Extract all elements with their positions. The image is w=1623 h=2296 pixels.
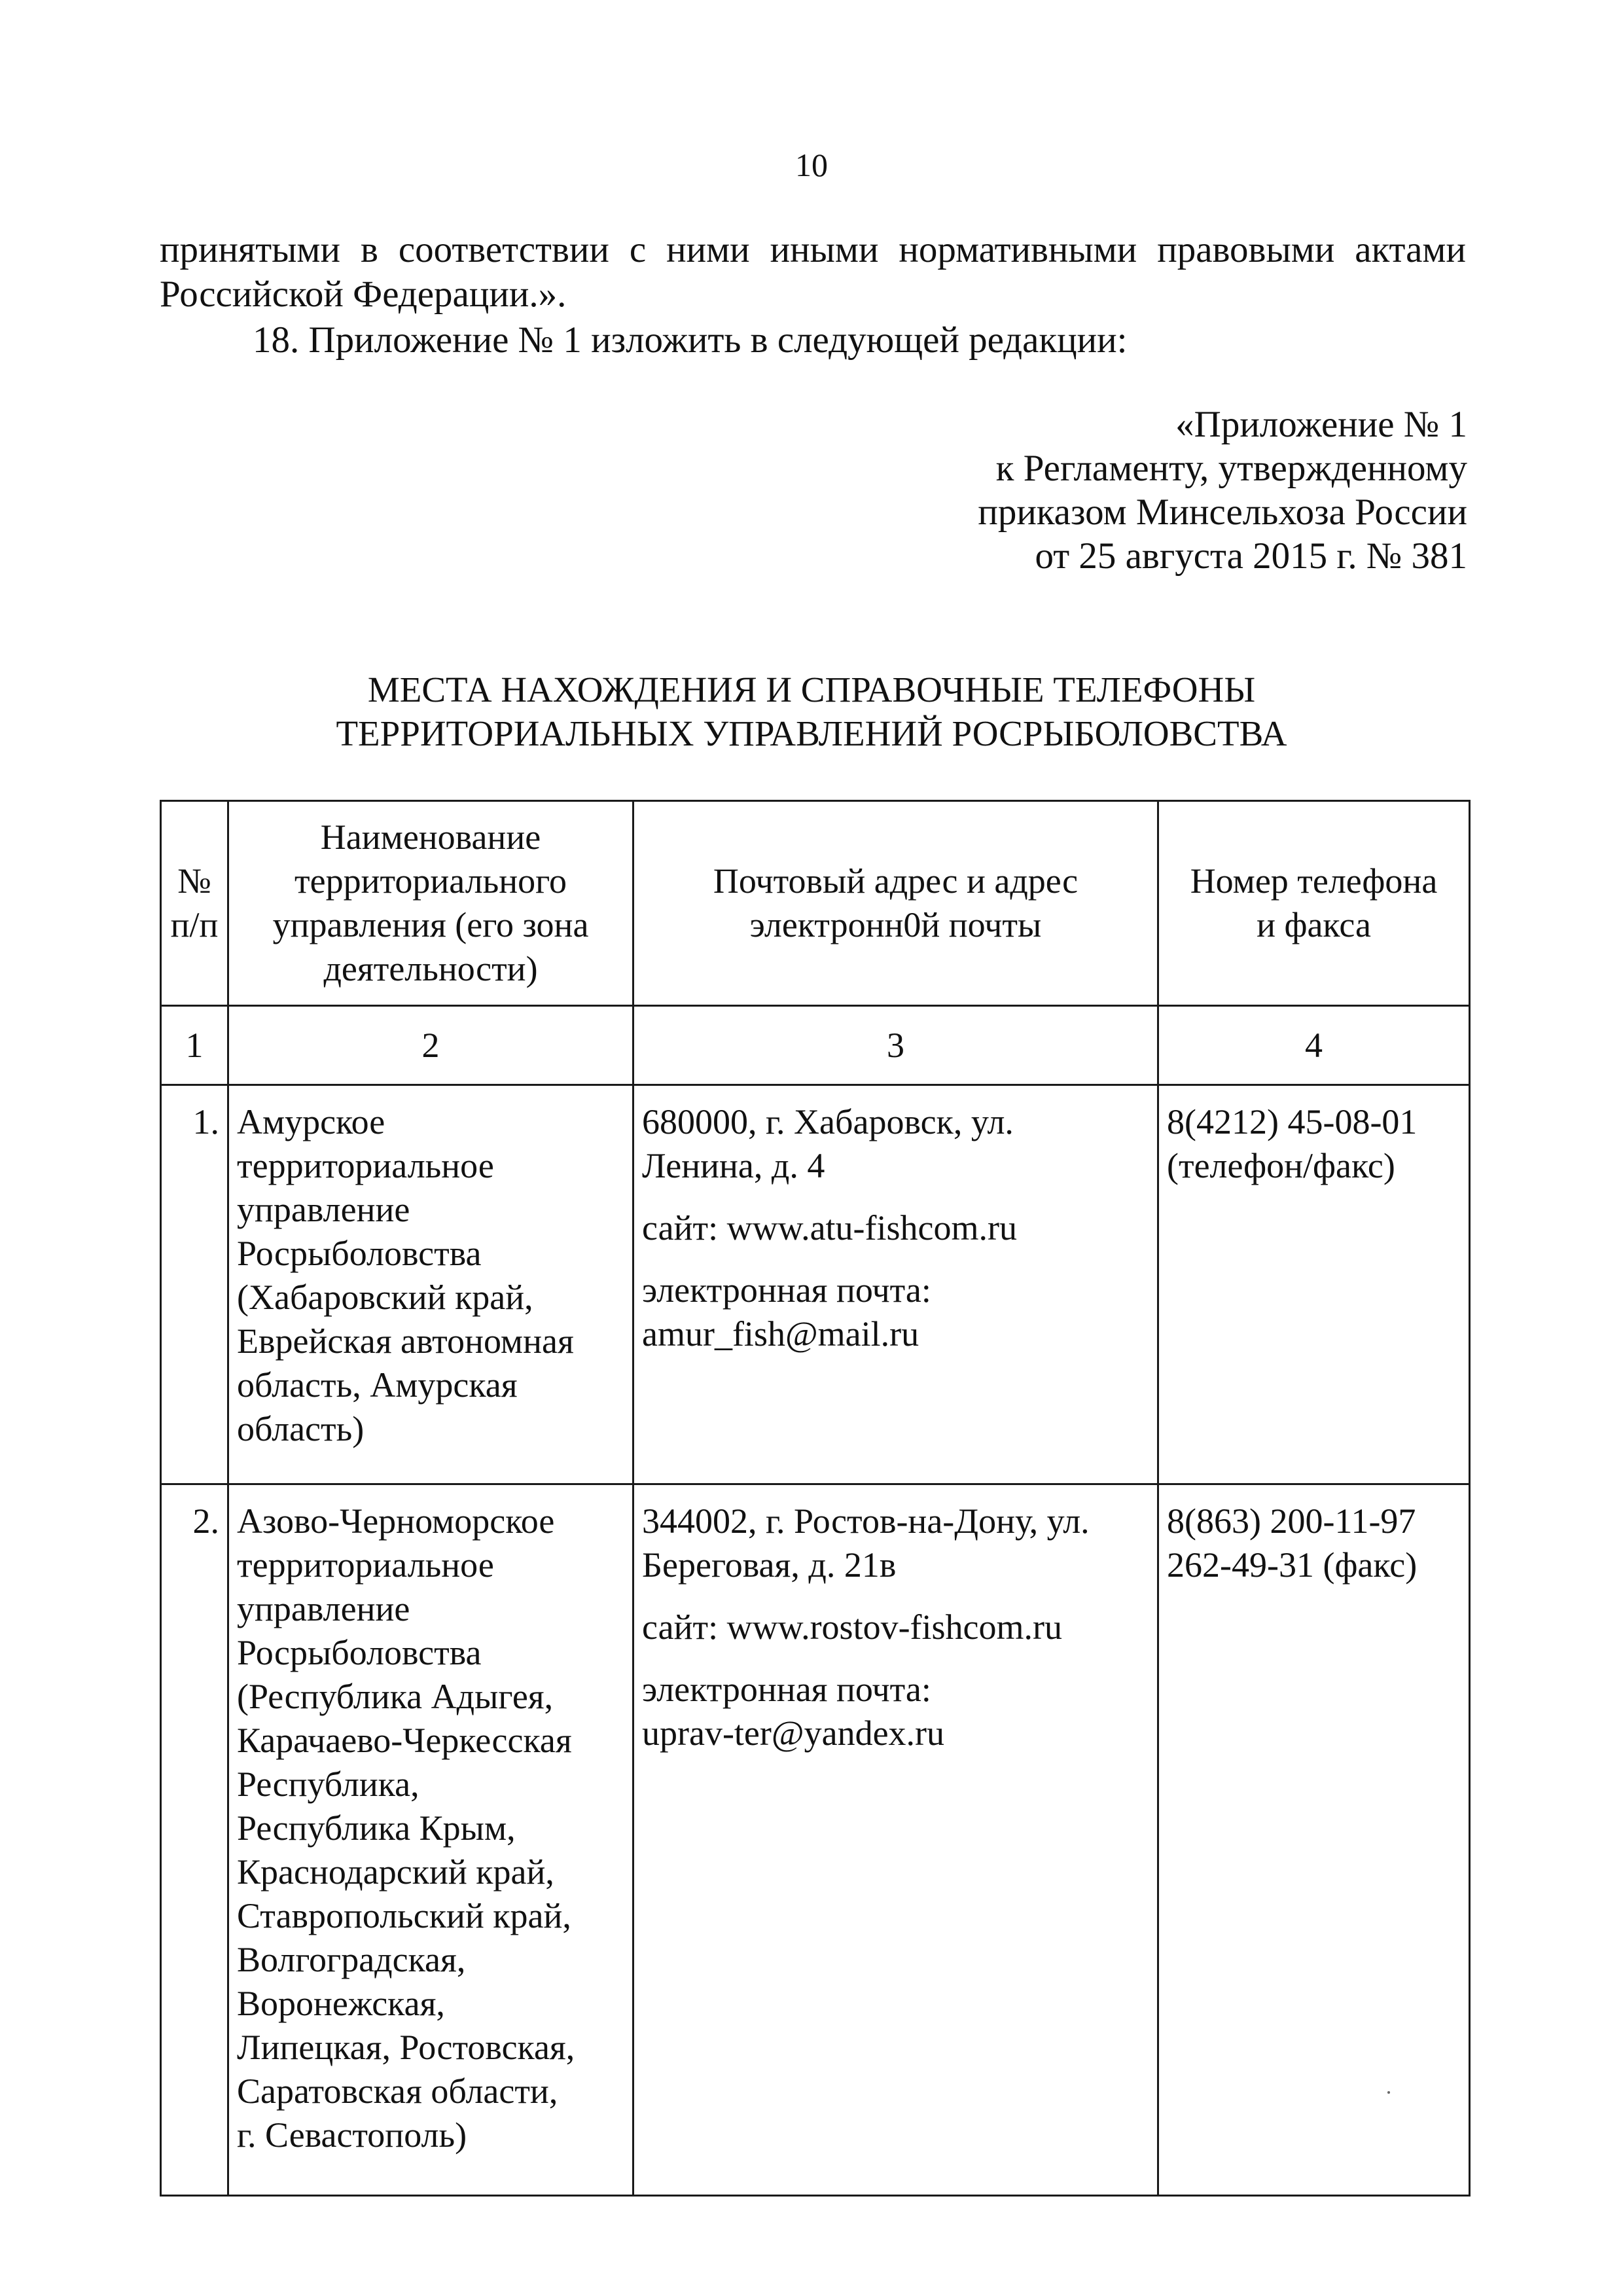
- column-numbers-row: [161, 1006, 1470, 1085]
- appendix-line-2: к Регламенту, утвержденному: [995, 448, 1467, 489]
- table-header-row: [161, 801, 1470, 1006]
- office-name: Амурское территориальное управление Росрыболовства (Хабаровский край, Еврейская автономная область, Амурская область): [228, 1085, 633, 1484]
- appendix-line-1: «Приложение № 1: [1175, 404, 1467, 445]
- postal-address: 680000, г. Хабаровск, ул. Ленина, д. 4: [642, 1102, 1014, 1185]
- office-name: Азово-Черноморское территориальное управление Росрыболовства (Республика Адыгея, Карачаево-Черкесская Республика, Республика Крым, Краснодарский край, Ставропольский край, Волгоградская, Воронежская, Липецкая, Ростовская, Саратовская области, г. Севастополь): [228, 1484, 633, 2196]
- email: электронная почта: amur_fish@mail.ru: [642, 1270, 931, 1354]
- phone-number: 8(863) 200-11-97 262-49-31 (факс): [1158, 1484, 1470, 2196]
- title-line-2: ТЕРРИТОРИАЛЬНЫХ УПРАВЛЕНИЙ РОСРЫБОЛОВСТВА: [336, 713, 1287, 753]
- website: сайт: www.rostov-fishcom.ru: [642, 1607, 1063, 1647]
- appendix-line-3: приказом Минсельхоза России: [978, 492, 1467, 533]
- header-number: № п/п: [161, 801, 228, 1006]
- table-row: [161, 1085, 1470, 1484]
- header-address: Почтовый адрес и адрес электронн0й почты: [633, 801, 1158, 1006]
- document-title: [0, 668, 1623, 755]
- paragraph-line-1: принятыми в соответствии с ними иными нормативными правовыми актами: [160, 229, 1466, 270]
- header-phone: Номер телефона и факса: [1158, 801, 1470, 1006]
- row-number: 1.: [161, 1085, 228, 1484]
- offices-table: [160, 800, 1471, 2197]
- office-contacts: [633, 1484, 1158, 2196]
- phone-number: 8(4212) 45-08-01 (телефон/факс): [1158, 1085, 1470, 1484]
- column-number: 3: [633, 1006, 1158, 1085]
- column-number: 4: [1158, 1006, 1470, 1085]
- appendix-line-4: от 25 августа 2015 г. № 381: [1035, 535, 1467, 577]
- row-number: 2.: [161, 1484, 228, 2196]
- paragraph-line-2: Российской Федерации.».: [160, 274, 567, 315]
- page-number: 10: [795, 147, 828, 183]
- table-row: [161, 1484, 1470, 2196]
- header-name: Наименование территориального управления (его зона деятельности): [228, 801, 633, 1006]
- email: электронная почта: uprav-ter@yandex.ru: [642, 1670, 945, 1753]
- website: сайт: www.atu-fishcom.ru: [642, 1208, 1017, 1247]
- column-number: 2: [228, 1006, 633, 1085]
- paragraph-item-18: 18. Приложение № 1 изложить в следующей редакции:: [253, 319, 1128, 361]
- title-line-1: МЕСТА НАХОЖДЕНИЯ И СПРАВОЧНЫЕ ТЕЛЕФОНЫ: [367, 670, 1256, 709]
- postal-address: 344002, г. Ростов-на-Дону, ул. Береговая, д. 21в: [642, 1501, 1090, 1585]
- scan-speck: [1387, 2091, 1390, 2094]
- office-contacts: [633, 1085, 1158, 1484]
- appendix-reference: [978, 403, 1467, 578]
- column-number: 1: [161, 1006, 228, 1085]
